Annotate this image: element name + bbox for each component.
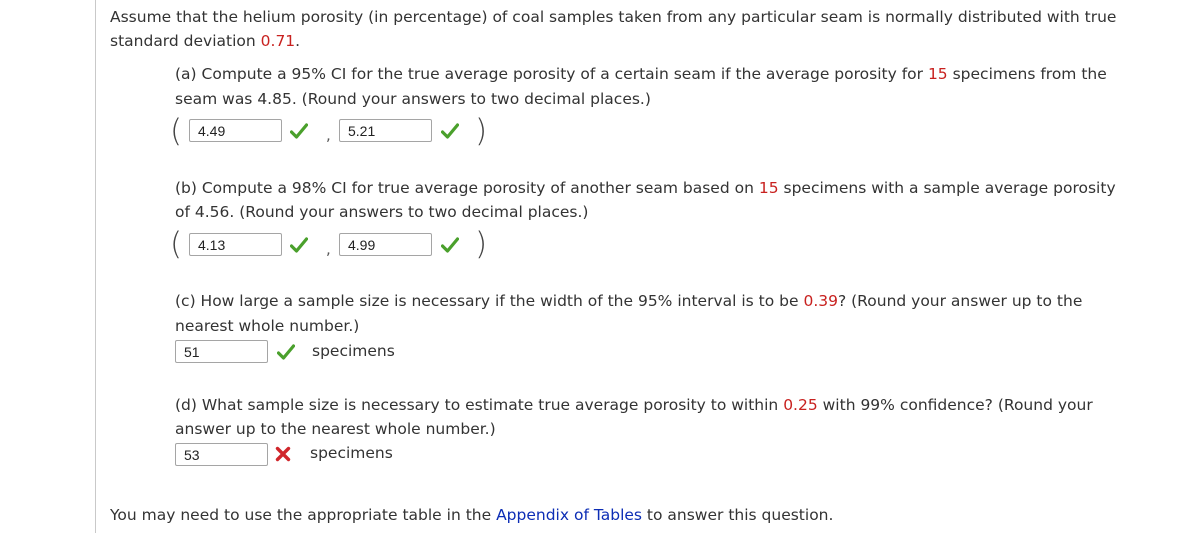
part-c-line-2: nearest whole number.)	[175, 317, 360, 335]
part-b-lower-input[interactable]: 4.13	[189, 233, 282, 256]
open-paren: (	[170, 113, 183, 149]
sigma-value: 0.71	[260, 32, 296, 50]
part-c-unit: specimens	[312, 342, 395, 360]
check-icon	[441, 123, 459, 139]
part-b-upper-input[interactable]: 4.99	[339, 233, 432, 256]
check-icon	[290, 123, 308, 139]
part-d-unit: specimens	[310, 444, 393, 462]
part-c-answer-input[interactable]: 51	[175, 340, 268, 363]
check-icon	[277, 344, 295, 360]
intro-line-1: Assume that the helium porosity (in percentage) of coal samples taken from any particular seam is normally distributed with true	[110, 8, 1117, 26]
intro-line-2: standard deviation 0.71.	[110, 32, 301, 50]
part-b-n: 15	[758, 179, 779, 197]
part-c-line-1: (c) How large a sample size is necessary if the width of the 95% interval is to be 0.39? (Round your answer up to the	[175, 292, 1083, 310]
x-icon	[275, 446, 291, 462]
part-a-line-2: seam was 4.85. (Round your answers to two decimal places.)	[175, 90, 651, 108]
part-b-line-2: of 4.56. (Round your answers to two decimal places.)	[175, 203, 589, 221]
open-paren: (	[170, 226, 183, 262]
part-a-line-1: (a) Compute a 95% CI for the true average porosity of a certain seam if the average porosity for 15 specimens from the	[175, 65, 1107, 83]
separator: ,	[326, 240, 331, 258]
part-d-bound: 0.25	[783, 396, 818, 414]
part-b-line-1: (b) Compute a 98% CI for true average porosity of another seam based on 15 specimens with a sample average porosity	[175, 179, 1116, 197]
separator: ,	[326, 126, 331, 144]
check-icon	[290, 237, 308, 253]
part-a-lower-input[interactable]: 4.49	[189, 119, 282, 142]
check-icon	[441, 237, 459, 253]
appendix-link[interactable]: Appendix of Tables	[496, 506, 642, 524]
close-paren: )	[475, 113, 488, 149]
part-a-upper-input[interactable]: 5.21	[339, 119, 432, 142]
part-d-line-1: (d) What sample size is necessary to estimate true average porosity to within 0.25 with 99% confidence? (Round your	[175, 396, 1093, 414]
part-c-width: 0.39	[803, 292, 838, 310]
footer-note: You may need to use the appropriate table in the Appendix of Tables to answer this question.	[110, 506, 834, 524]
part-a-n: 15	[927, 65, 948, 83]
part-d-line-2: answer up to the nearest whole number.)	[175, 420, 496, 438]
part-d-answer-input[interactable]: 53	[175, 443, 268, 466]
close-paren: )	[475, 226, 488, 262]
